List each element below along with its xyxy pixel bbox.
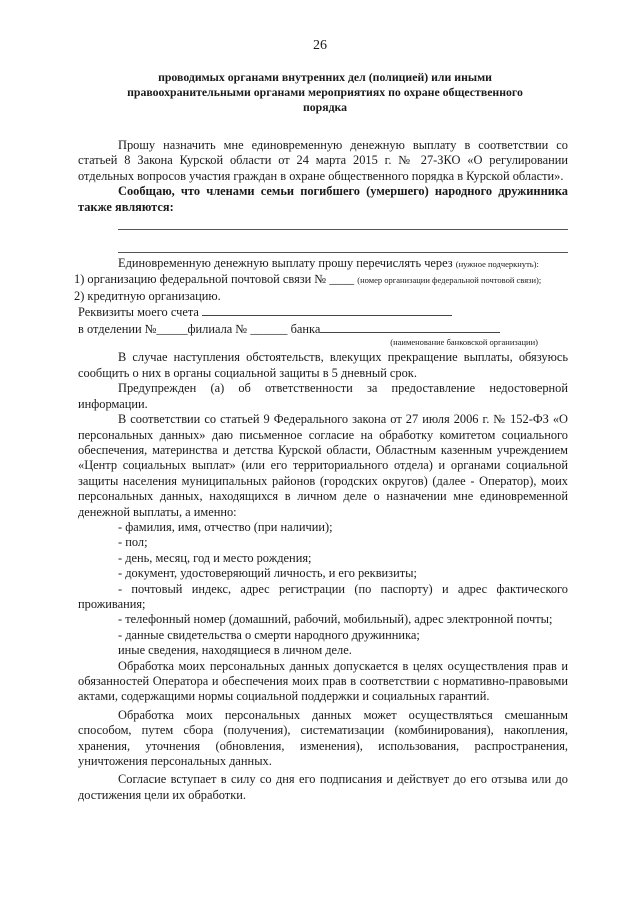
bank-caption: (наименование банковской организации) bbox=[390, 337, 538, 348]
data-item: - телефонный номер (домашний, рабочий, мобильный), адрес электронной почты; bbox=[118, 612, 553, 627]
document-heading bbox=[110, 70, 540, 115]
option-postal-note: (номер организации федеральной почтовой связи); bbox=[357, 275, 542, 286]
branch-number-blank[interactable]: _____ bbox=[156, 321, 188, 336]
data-item: - день, месяц, год и место рождения; bbox=[118, 550, 312, 565]
request-paragraph: Прошу назначить мне единовременную денежную выплату в соответствии со статьей 8 Закона Курской области от 24 марта 2015 г. № 27-ЗКО «О регулировании отдельных вопросов участия граждан в охране общественного порядка в Курской области». bbox=[78, 138, 568, 183]
consent-paragraph: В соответствии со статьей 9 Федерального закона от 27 июля 2006 г. № 152-ФЗ «О персональных данных» даю письменное согласие на обработку комитетом социального обеспечения, материнства и детства Курской области, Областным казенным учреждением «Центр социальных выплат» (или его территориального отдела) и органами социальной защиты населения муниципальных районов (городских округов) (далее - Оператор), моих персональных данных, находящихся в личном деле о назначении мне единовременной денежной выплаты, а именно: bbox=[78, 412, 568, 519]
effective-paragraph: Согласие вступает в силу со дня его подписания и действует до его отзыва или до достижения цели их обработки. bbox=[78, 772, 568, 802]
warning-paragraph: Предупрежден (а) об ответственности за предоставление недостоверной информации. bbox=[78, 381, 568, 411]
heading-line-2: правоохранительными органами мероприятиях по охране общественного bbox=[127, 85, 523, 99]
payment-intro-text: Единовременную денежную выплату прошу перечислять через bbox=[118, 256, 453, 271]
payment-method-intro bbox=[78, 256, 568, 272]
branch-mid: филиала № bbox=[187, 321, 248, 336]
data-item: - документ, удостоверяющий личность, и его реквизиты; bbox=[118, 566, 417, 581]
processing-paragraph-1: Обработка моих персональных данных допускается в целях осуществления прав и обязанностей Оператора и обеспечения моих прав в соответствии с нормативно-правовыми актами, содержащими нормы социальной поддержки и социальных гарантий. bbox=[78, 658, 568, 704]
branch-prefix: в отделении № bbox=[78, 321, 157, 336]
postal-number-blank[interactable]: ____ bbox=[329, 272, 355, 287]
data-item: - почтовый индекс, адрес регистрации (по паспорту) и адрес фактического проживания; bbox=[78, 581, 568, 611]
data-item: - фамилия, имя, отчество (при наличии); bbox=[118, 519, 333, 534]
family-members-paragraph: Сообщаю, что членами семьи погибшего (умершего) народного дружинника также являются: bbox=[78, 184, 568, 214]
page-number: 26 bbox=[313, 38, 327, 53]
option-postal[interactable] bbox=[74, 272, 568, 288]
account-label: Реквизиты моего счета bbox=[78, 305, 199, 320]
termination-paragraph: В случае наступления обстоятельств, влекущих прекращение выплаты, обязуюсь сообщить о них в органы социальной защиты в 5 дневный срок. bbox=[78, 350, 568, 380]
option-postal-text: 1) организацию федеральной почтовой связи № bbox=[74, 272, 327, 287]
data-item: - пол; bbox=[118, 535, 148, 550]
family-members-line-2[interactable] bbox=[118, 238, 568, 253]
payment-intro-note: (нужное подчеркнуть): bbox=[455, 259, 539, 270]
heading-line-1: проводимых органами внутренних дел (полицией) или иными bbox=[158, 70, 492, 84]
account-field[interactable] bbox=[202, 304, 452, 316]
data-item: - данные свидетельства о смерти народного дружинника; bbox=[118, 627, 420, 642]
bank-name-field[interactable] bbox=[320, 321, 500, 333]
option-credit[interactable]: 2) кредитную организацию. bbox=[74, 288, 221, 303]
heading-line-3: порядка bbox=[302, 100, 348, 114]
filial-number-blank[interactable]: ______ bbox=[250, 321, 288, 336]
bank-label: банка bbox=[290, 321, 321, 336]
document-body bbox=[74, 138, 568, 803]
account-details-row bbox=[78, 304, 568, 320]
other-info: иные сведения, находящиеся в личном деле. bbox=[118, 643, 352, 658]
family-members-line-1[interactable] bbox=[118, 215, 568, 230]
processing-paragraph-2: Обработка моих персональных данных может осуществляться смешанным способом, путем сбора (получения), систематизации (комбинирования), накопления, хранения, уточнения (обновления, изменения), использования, распространения, уничтожения персональных данных. bbox=[78, 707, 568, 769]
